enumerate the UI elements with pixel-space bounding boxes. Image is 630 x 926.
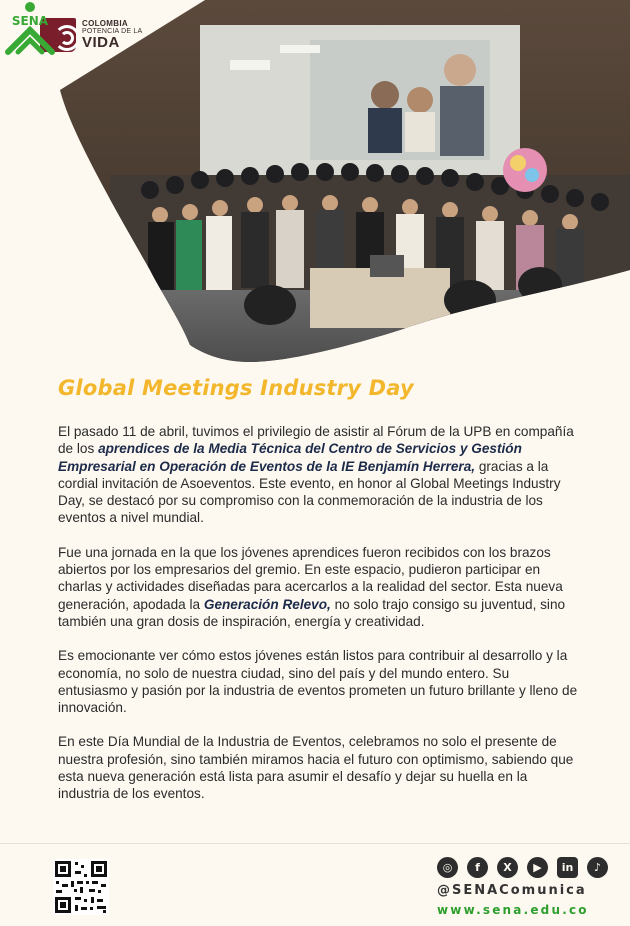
sena-logo-label: SENA (11, 14, 49, 28)
paragraph-1-start: El pasado 11 de abril, tuvimos el privilegio de asistir al Fórum de la UPB en compañía de los (58, 424, 574, 457)
article-body (58, 423, 578, 820)
paragraph-1-end: gracias a la cordial invitación de Asoeventos. Este evento, en honor al Global Meetings Industry Day, se destacó por su compromiso con la conmemoración de la industria de los eventos a nivel mundial. (58, 458, 561, 526)
group-photo-illustration (0, 0, 630, 370)
x-icon[interactable]: X (497, 857, 518, 878)
paragraph-2-start: Fue una jornada en la que los jóvenes aprendices fueron recibidos con los brazos abiertos por los empresarios del gremio. En este espacio, pudieron participar en charlas y actividades diseñadas para acercarlos a la realidad del sector. Esta nueva generación, apodada la (58, 544, 563, 612)
paragraph-2 (58, 544, 578, 630)
social-handle[interactable]: @SENAComunica (437, 883, 587, 898)
logo-line-1: COLOMBIA (82, 19, 128, 28)
social-icons (437, 857, 608, 878)
paragraph-4: En este Día Mundial de la Industria de Eventos, celebramos no solo el presente de nuestra profesión, sino también miramos hacia el futuro con optimismo, sabiendo que esta nueva generación está lista para asumir el desafío y dejar su huella en la industria de los eventos. (58, 734, 574, 802)
event-photo (0, 0, 630, 370)
paragraph-2-highlight: Generación Relevo, (203, 596, 331, 612)
colombia-logo-text (82, 20, 142, 50)
sena-logo (0, 0, 60, 55)
paragraph-1-highlight: aprendices de la Media Técnica del Centro de Servicios y Gestión Empresarial en Operación de Eventos de la IE Benjamín Herrera, (58, 441, 522, 474)
qr-code[interactable] (53, 859, 109, 915)
paragraph-1 (58, 423, 578, 527)
article-title: Global Meetings Industry Day (58, 376, 414, 400)
linkedin-icon[interactable]: in (557, 857, 578, 878)
logo-line-2: POTENCIA DE LA (82, 28, 143, 35)
footer-divider (0, 843, 630, 844)
facebook-icon[interactable]: f (467, 857, 488, 878)
instagram-icon[interactable]: ◎ (437, 857, 458, 878)
youtube-icon[interactable]: ▶ (527, 857, 548, 878)
website-link[interactable]: www.sena.edu.co (437, 903, 589, 917)
paragraph-3: Es emocionante ver cómo estos jóvenes están listos para contribuir al desarrollo y la economía, no solo de nuestra ciudad, sino del país y del mundo entero. Su entusiasmo y pasión por la industria de eventos prometen un futuro brillante y lleno de innovación. (58, 648, 578, 716)
sena-logo-dot (25, 2, 35, 12)
logo-line-3: VIDA (82, 34, 120, 51)
tiktok-icon[interactable]: ♪ (587, 857, 608, 878)
paragraph-2-end: no solo trajo consigo su juventud, sino también una gran dosis de inspiración, energía y creatividad. (58, 596, 566, 629)
